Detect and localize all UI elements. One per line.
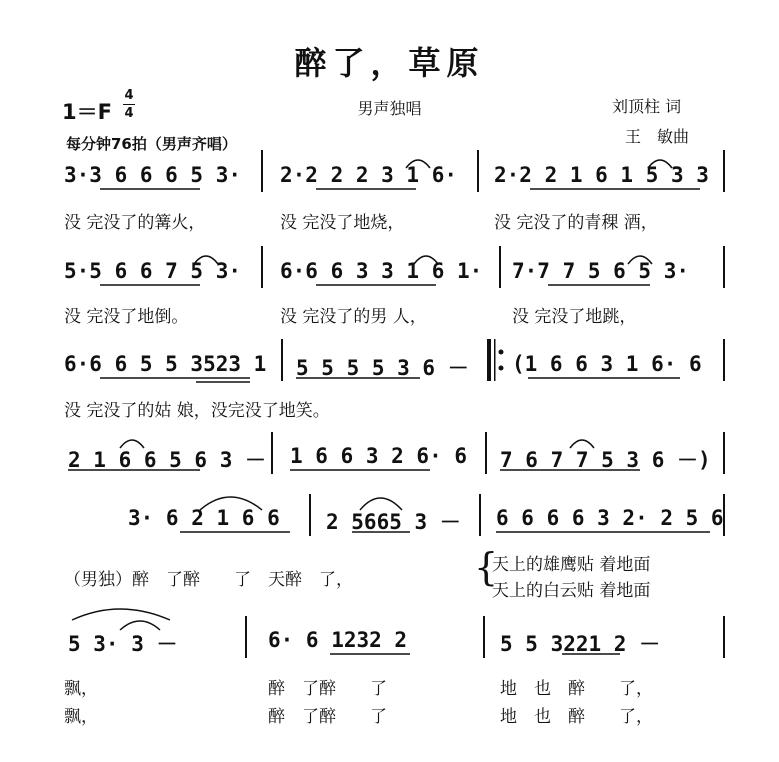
measure: 5 5 3221 2 － bbox=[500, 632, 661, 656]
measure: 7·7 7 5 6 5 3· bbox=[512, 259, 690, 283]
measure: 6·6 6 3 3 1 6 1· bbox=[280, 259, 483, 283]
lyric-line: 没 完没了的姑 娘，没完没了地笑。 bbox=[64, 401, 330, 421]
lyric-line: 没 完没了的篝火， bbox=[64, 213, 206, 233]
measure: 5 5 5 5 3 6 － bbox=[296, 356, 469, 380]
lyric-line: 醉 了醉 了 bbox=[268, 707, 387, 727]
time-signature-top: 4 bbox=[124, 88, 134, 103]
measure: 2 5665 3 － bbox=[326, 510, 461, 534]
subtitle: 男声独唱 bbox=[357, 99, 422, 118]
lyric-line: 没 完没了地跳， bbox=[512, 307, 637, 327]
lyric-line: 天上的雄鹰贴 着地面 bbox=[492, 555, 651, 575]
measure: 2·2 2 1 6 1 5 3 3 bbox=[494, 163, 709, 187]
lyric-line: 没 完没了的青稞 酒， bbox=[494, 213, 658, 233]
key-signature: 1＝F bbox=[62, 100, 112, 124]
lyric-line: 没 完没了地倒。 bbox=[64, 307, 189, 327]
measure: 2 1 6 6 5 6 3 － bbox=[68, 448, 267, 472]
lyric-line: 地 也 醉 了， bbox=[500, 679, 653, 699]
lyric-line: 地 也 醉 了， bbox=[500, 707, 653, 727]
measure: 3·3 6 6 6 5 3· bbox=[64, 163, 242, 187]
lyric-line: 天上的白云贴 着地面 bbox=[492, 581, 651, 601]
song-title: 醉了，草原 bbox=[294, 44, 485, 82]
measure: 3· 6 2 1 6 6 bbox=[128, 506, 280, 530]
measure: (1 6 6 3 1 6· 6 bbox=[512, 352, 702, 376]
lyric-line: 飘， bbox=[64, 679, 98, 699]
lyric-line: 没 完没了的男 人， bbox=[280, 307, 427, 327]
lyric-line: （男独）醉 了醉 了 天醉 了， bbox=[64, 570, 353, 590]
composer-credit: 王 敏曲 bbox=[625, 127, 690, 146]
measure: 7 6 7 7 5 3 6 －) bbox=[500, 448, 711, 472]
time-signature-bottom: 4 bbox=[124, 106, 134, 121]
lyric-line: 飘， bbox=[64, 707, 98, 727]
lyricist-credit: 刘顶柱 词 bbox=[612, 97, 682, 116]
measure: 1 6 6 3 2 6· 6 bbox=[290, 444, 468, 468]
lyric-line: 醉 了醉 了 bbox=[268, 679, 387, 699]
measure: 6· 6 1232 2 bbox=[268, 628, 408, 652]
measure: 6 6 6 6 3 2· 2 5 6 bbox=[496, 506, 724, 530]
measure: 2·2 2 2 3 1 6· bbox=[280, 163, 458, 187]
measure: 5 3· 3 － bbox=[68, 632, 178, 656]
tempo-marking: 每分钟76拍（男声齐唱） bbox=[66, 135, 237, 153]
lyric-line: 没 完没了地烧， bbox=[280, 213, 405, 233]
measure: 5·5 6 6 7 5 3· bbox=[64, 259, 242, 283]
lyric-brace: { bbox=[474, 545, 499, 589]
measure: 6·6 6 5 5 3523 1 bbox=[64, 352, 267, 376]
